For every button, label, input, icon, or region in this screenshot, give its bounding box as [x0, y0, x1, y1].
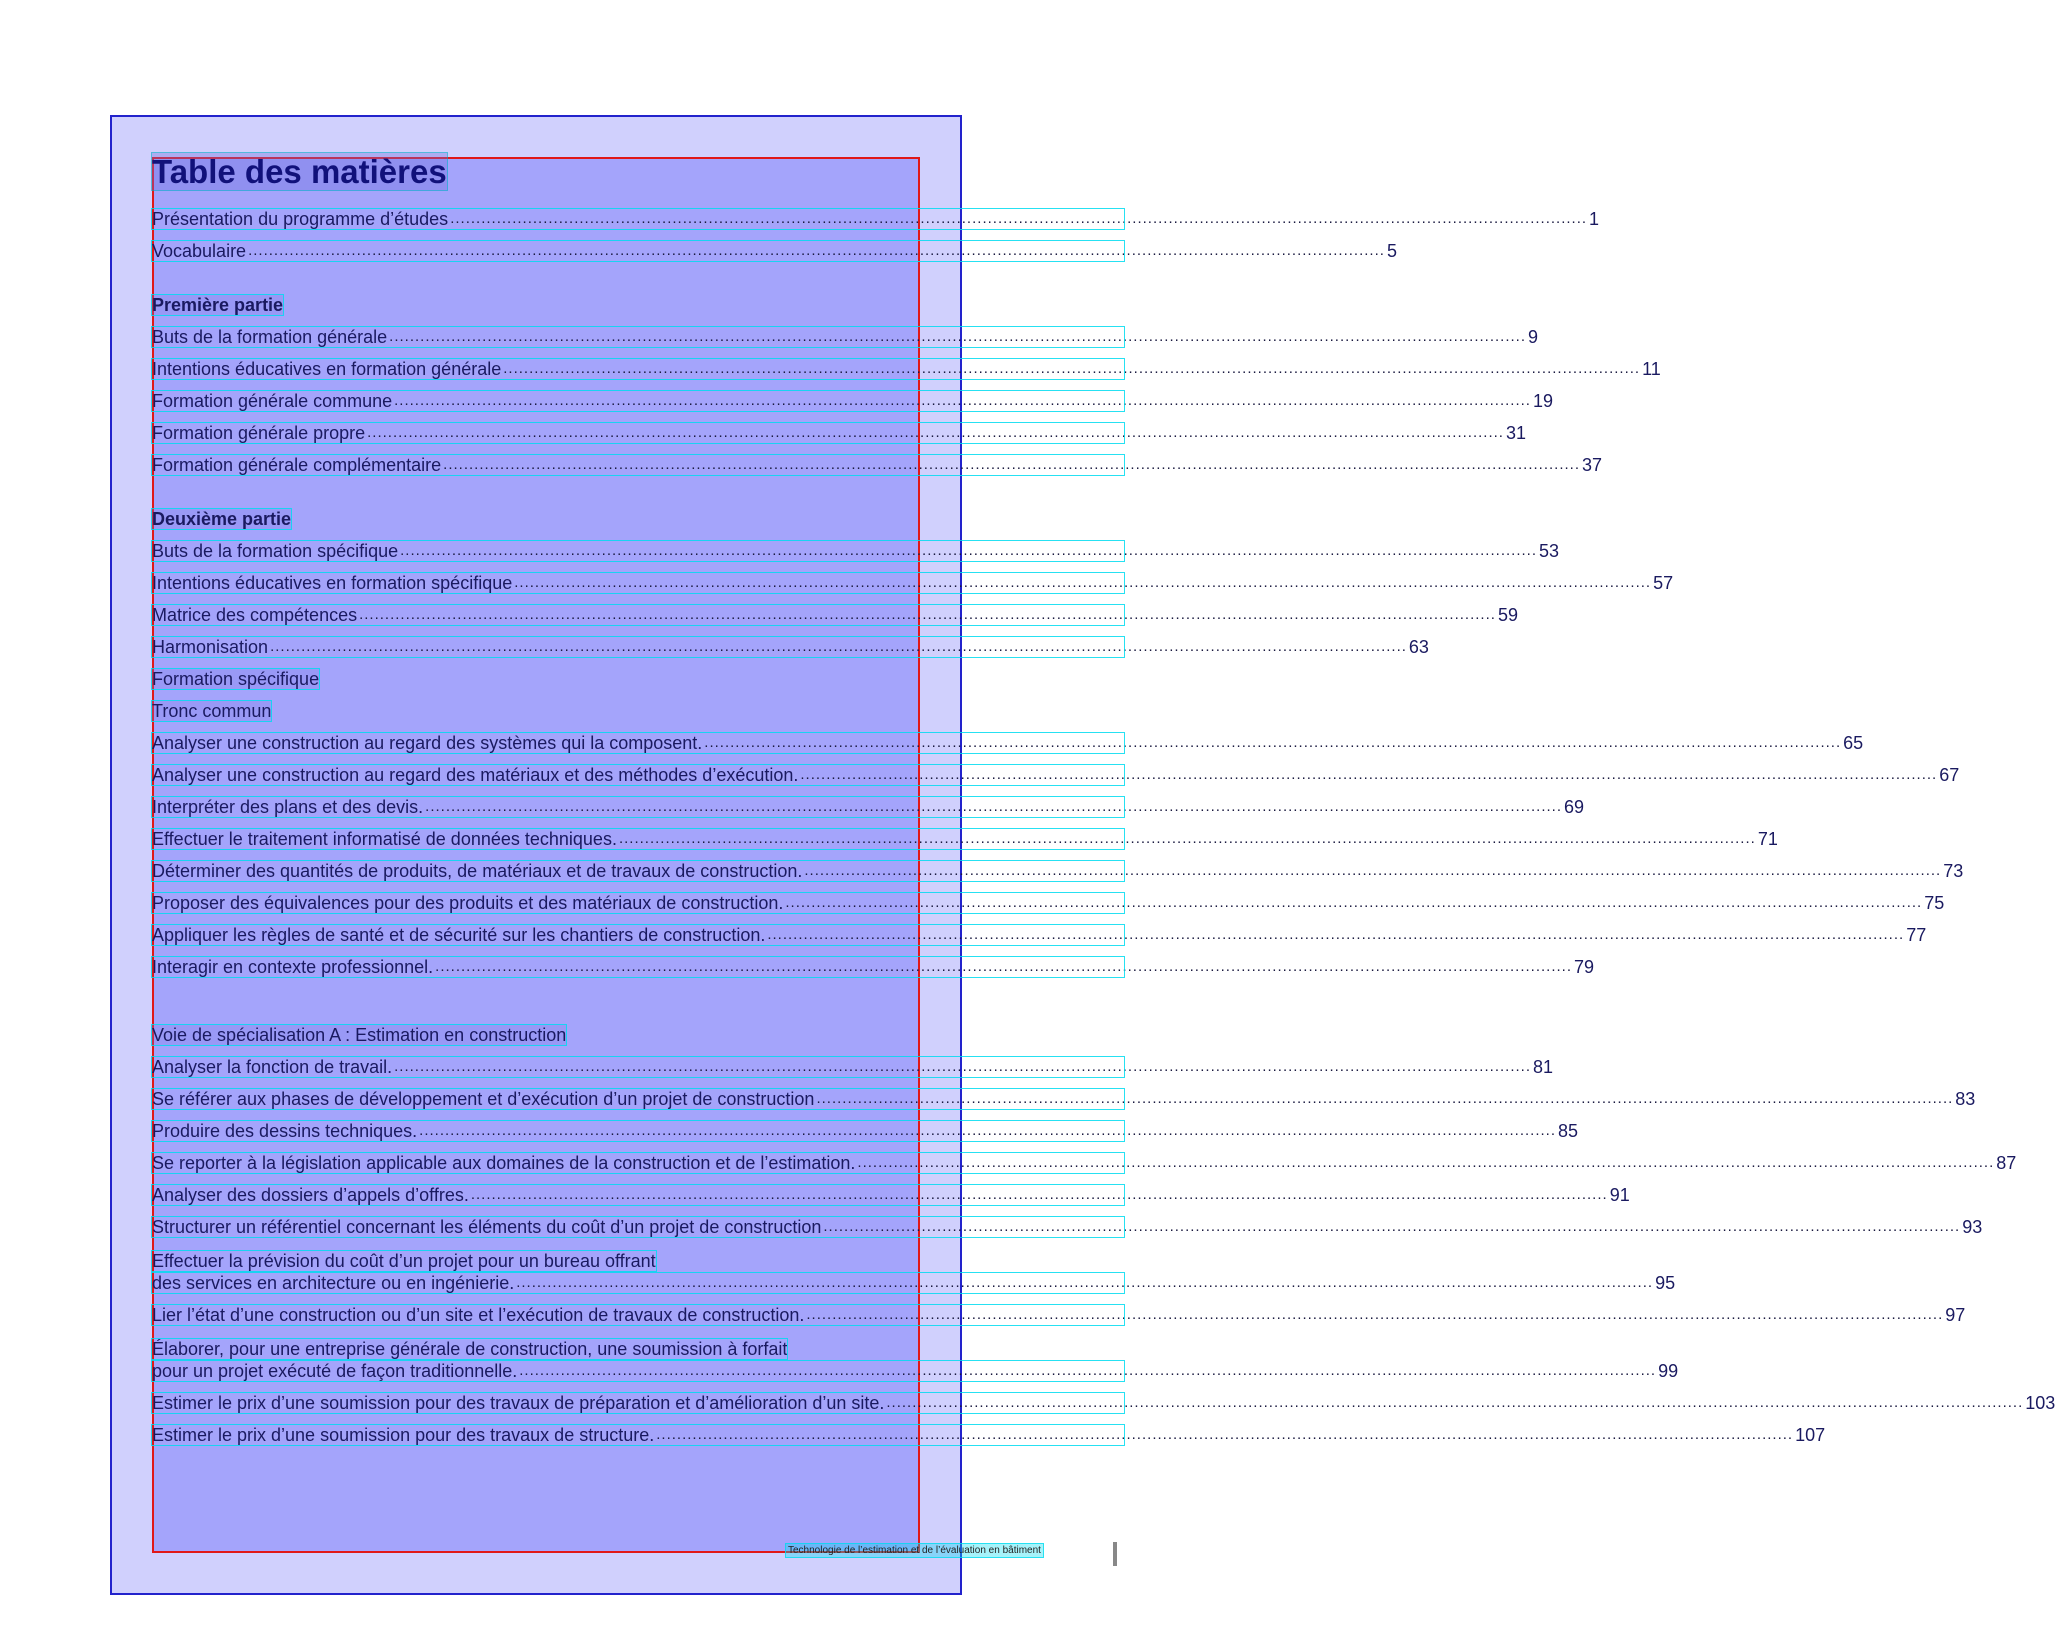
toc-entry-label: Se reporter à la législation applicable aux domaines de la construction et de l’estimation.	[152, 1153, 856, 1173]
toc-page-number: 63	[1408, 637, 1429, 657]
toc-page-number: 71	[1757, 829, 1778, 849]
dot-leader: ............................................................................................................................................................................................................................	[367, 424, 1504, 441]
dot-leader: ............................................................................................................................................................................................................................	[656, 1426, 1794, 1443]
dot-leader: ............................................................................................................................................................................................................................	[450, 210, 1588, 227]
toc-entry-label: Produire des dessins techniques.	[152, 1121, 418, 1141]
toc-page-number: 99	[1658, 1361, 1679, 1381]
dot-leader: ............................................................................................................................................................................................................................	[270, 638, 1407, 655]
toc-entry-label-line2: pour un projet exécuté de façon traditionnelle.	[152, 1361, 518, 1381]
toc-entry-label: Effectuer le traitement informatisé de données techniques.	[152, 829, 617, 849]
toc-entry-label: Appliquer les règles de santé et de sécurité sur les chantiers de construction.	[152, 925, 766, 945]
dot-leader: ............................................................................................................................................................................................................................	[767, 926, 1905, 943]
toc-entry[interactable]	[152, 861, 1964, 881]
toc-entry-label: Matrice des compétences	[152, 605, 358, 625]
dot-leader: ............................................................................................................................................................................................................................	[823, 1218, 1961, 1235]
toc-entry[interactable]	[152, 209, 1600, 229]
toc-entry-label: Interpréter des plans et des devis.	[152, 797, 424, 817]
dot-leader: ............................................................................................................................................................................................................................	[804, 862, 1942, 879]
dot-leader: ............................................................................................................................................................................................................................	[800, 766, 1938, 783]
toc-entry[interactable]	[152, 797, 1585, 817]
dot-leader: ............................................................................................................................................................................................................................	[514, 574, 1652, 591]
toc-entry-label-line1: Élaborer, pour une entreprise générale de construction, une soumission à forfait	[152, 1339, 788, 1359]
toc-entry[interactable]	[152, 957, 1595, 977]
dot-leader: ............................................................................................................................................................................................................................	[470, 1186, 1608, 1203]
toc-entry[interactable]	[152, 541, 1560, 561]
toc-entry[interactable]	[152, 1393, 2055, 1413]
toc-entry-label: Analyser des dossiers d’appels d’offres.	[152, 1185, 469, 1205]
toc-entry-label: Analyser la fonction de travail.	[152, 1057, 393, 1077]
toc-page-number: 57	[1653, 573, 1674, 593]
toc-entry[interactable]	[152, 573, 1674, 593]
toc-page-number: 77	[1906, 925, 1927, 945]
toc-entry-label: Formation générale commune	[152, 391, 393, 411]
toc-page-number: 87	[1996, 1153, 2017, 1173]
toc-entry-label-line2: des services en architecture ou en ingénierie.	[152, 1273, 515, 1293]
toc-entry-label: Intentions éducatives en formation générale	[152, 359, 502, 379]
toc-page-number: 19	[1532, 391, 1554, 411]
dot-leader: ............................................................................................................................................................................................................................	[806, 1306, 1944, 1323]
toc-entry[interactable]	[152, 733, 1864, 753]
toc-page-number: 11	[1642, 359, 1661, 379]
toc-entry-label: Analyser une construction au regard des matériaux et des méthodes d’exécution.	[152, 765, 799, 785]
toc-page-number: 93	[1962, 1217, 1983, 1237]
toc-entry-label: Proposer des équivalences pour des produits et des matériaux de construction.	[152, 893, 784, 913]
toc-page-number: 85	[1558, 1121, 1579, 1141]
toc-entry[interactable]	[152, 765, 1960, 785]
toc-entry-label: Interagir en contexte professionnel.	[152, 957, 434, 977]
section-heading-voie-a: Voie de spécialisation A : Estimation en construction	[152, 1025, 567, 1045]
dot-leader: ............................................................................................................................................................................................................................	[425, 798, 1563, 815]
toc-entry-multiline-99[interactable]	[152, 1337, 1679, 1381]
toc-entry-line2	[152, 1361, 1679, 1381]
toc-entry[interactable]	[152, 1305, 1966, 1325]
dot-leader: ............................................................................................................................................................................................................................	[389, 328, 1527, 345]
toc-entry-label: Structurer un référentiel concernant les éléments du coût d’un projet de construction	[152, 1217, 822, 1237]
toc-entry[interactable]	[152, 1425, 1826, 1445]
toc-entry[interactable]	[152, 925, 1927, 945]
toc-entry[interactable]	[152, 359, 1661, 379]
dot-leader: ............................................................................................................................................................................................................................	[519, 1362, 1657, 1379]
dot-leader: ............................................................................................................................................................................................................................	[516, 1274, 1654, 1291]
toc-entry-line2	[152, 1273, 1676, 1293]
dot-leader: ............................................................................................................................................................................................................................	[359, 606, 1496, 623]
part-heading-1: Première partie	[152, 295, 284, 315]
toc-entry[interactable]	[152, 455, 1603, 475]
toc-page-number: 97	[1945, 1305, 1966, 1325]
toc-page-number: 103	[2025, 1393, 2055, 1413]
dot-leader: ............................................................................................................................................................................................................................	[857, 1154, 1995, 1171]
toc-entry[interactable]	[152, 829, 1778, 849]
toc-page-number: 95	[1655, 1273, 1676, 1293]
toc-entry-label: Buts de la formation spécifique	[152, 541, 399, 561]
toc-entry-label: Déterminer des quantités de produits, de matériaux et de travaux de construction.	[152, 861, 803, 881]
toc-entry-label: Présentation du programme d’études	[152, 209, 449, 229]
toc-page-number: 53	[1539, 541, 1560, 561]
toc-entry-label: Buts de la formation générale	[152, 327, 388, 347]
toc-entry[interactable]	[152, 1185, 1630, 1205]
toc-page-number: 81	[1533, 1057, 1554, 1077]
toc-page-number: 107	[1795, 1425, 1826, 1445]
toc-entry[interactable]	[152, 1089, 1976, 1109]
toc-entry[interactable]	[152, 327, 1539, 347]
toc-entry-label: Se référer aux phases de développement et d’exécution d’un projet de construction	[152, 1089, 815, 1109]
dot-leader: ............................................................................................................................................................................................................................	[443, 456, 1581, 473]
dot-leader: ............................................................................................................................................................................................................................	[503, 360, 1641, 377]
toc-entry[interactable]	[152, 637, 1429, 657]
toc-page-number: 65	[1843, 733, 1864, 753]
dot-leader: ............................................................................................................................................................................................................................	[886, 1394, 2024, 1411]
toc-entry-label: Analyser une construction au regard des systèmes qui la composent.	[152, 733, 703, 753]
toc-page-number: 59	[1497, 605, 1518, 625]
toc-page-number: 9	[1528, 327, 1539, 347]
toc-entry[interactable]	[152, 893, 1945, 913]
toc-entry-label: Harmonisation	[152, 637, 269, 657]
table-of-contents	[152, 152, 2055, 1445]
part-heading-2: Deuxième partie	[152, 509, 292, 529]
toc-entry[interactable]	[152, 1217, 1983, 1237]
toc-page-number: 75	[1924, 893, 1945, 913]
dot-leader: ............................................................................................................................................................................................................................	[394, 1058, 1531, 1075]
toc-page-number: 31	[1505, 423, 1527, 443]
toc-entry-label: Lier l’état d’une construction ou d’un site et l’exécution de travaux de construction.	[152, 1305, 805, 1325]
toc-entry[interactable]	[152, 1057, 1554, 1077]
dot-leader: ............................................................................................................................................................................................................................	[618, 830, 1756, 847]
toc-entry[interactable]	[152, 391, 1554, 411]
page-footer-text: Technologie de l’estimation et de l’évaluation en bâtiment	[788, 1545, 1041, 1556]
toc-page-number: 5	[1386, 241, 1397, 261]
dot-leader: ............................................................................................................................................................................................................................	[400, 542, 1537, 559]
toc-entry-label-line1: Effectuer la prévision du coût d’un projet pour un bureau offrant	[152, 1251, 656, 1271]
dot-leader: ............................................................................................................................................................................................................................	[785, 894, 1923, 911]
dot-leader: ............................................................................................................................................................................................................................	[704, 734, 1842, 751]
toc-entry[interactable]	[152, 1121, 1579, 1141]
page-title: Table des matières	[152, 153, 447, 190]
section-heading-formation-specifique: Formation spécifique	[152, 669, 320, 689]
toc-page-number: 83	[1955, 1089, 1976, 1109]
toc-entry-label: Intentions éducatives en formation spécifique	[152, 573, 513, 593]
toc-entry[interactable]	[152, 605, 1518, 625]
dot-leader: ............................................................................................................................................................................................................................	[816, 1090, 1954, 1107]
toc-entry-label: Formation générale complémentaire	[152, 455, 442, 475]
toc-page-number: 73	[1943, 861, 1964, 881]
toc-entry-label: Estimer le prix d’une soumission pour des travaux de préparation et d’amélioration d’un site.	[152, 1393, 885, 1413]
toc-page-number: 1	[1589, 209, 1600, 229]
toc-entry[interactable]	[152, 1153, 2017, 1173]
dot-leader: ............................................................................................................................................................................................................................	[419, 1122, 1557, 1139]
toc-entry[interactable]	[152, 241, 1397, 261]
toc-entry-label: Formation générale propre	[152, 423, 366, 443]
footer-bar	[1113, 1542, 1117, 1566]
toc-entry-label: Estimer le prix d’une soumission pour des travaux de structure.	[152, 1425, 655, 1445]
dot-leader: ............................................................................................................................................................................................................................	[394, 392, 1531, 409]
dot-leader: ............................................................................................................................................................................................................................	[435, 958, 1573, 975]
toc-page-number: 67	[1939, 765, 1960, 785]
toc-page-number: 37	[1582, 455, 1603, 475]
section-heading-tronc-commun: Tronc commun	[152, 701, 272, 721]
toc-entry[interactable]	[152, 423, 1527, 443]
dot-leader: ............................................................................................................................................................................................................................	[248, 242, 1385, 259]
toc-page-number: 91	[1609, 1185, 1630, 1205]
toc-page-number: 79	[1574, 957, 1595, 977]
toc-entry-label: Vocabulaire	[152, 241, 247, 261]
toc-entry-multiline-95[interactable]	[152, 1249, 1676, 1293]
toc-page-number: 69	[1564, 797, 1585, 817]
